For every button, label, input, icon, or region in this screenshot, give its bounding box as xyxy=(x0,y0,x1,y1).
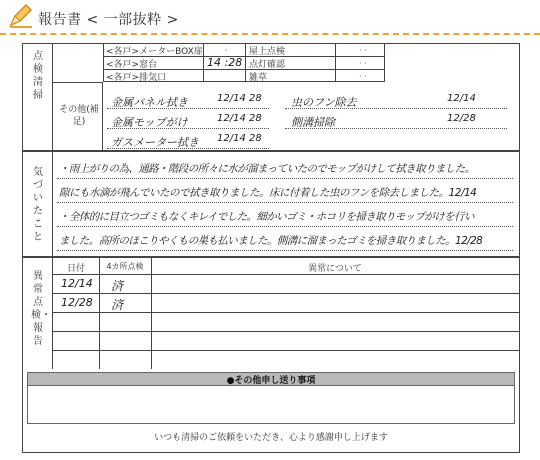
inspection-date: 12/14 xyxy=(61,277,93,290)
tick-mark: · xyxy=(225,46,228,55)
other-date: 12/14 28 xyxy=(217,113,262,124)
note-line: ・全体的に目立つゴミもなくキレイでした。細かいゴミ・ホコリを掃き取りモップがけを行い xyxy=(59,211,474,223)
inspection-table xyxy=(53,258,519,369)
checklist-item: <各戸>メーターBOX扉 xyxy=(106,47,203,57)
notes-section-label: 気づいたこと xyxy=(33,167,43,243)
handover-title: ●その他申し送り事項 xyxy=(226,376,316,386)
dotted-line xyxy=(57,178,513,179)
column-header-check: 4カ所点検 xyxy=(106,262,144,271)
other-date: 12/14 28 xyxy=(217,133,262,144)
tick-mark: · · xyxy=(359,72,367,81)
other-task: 金属モップがけ xyxy=(111,116,188,129)
footer-message: いつも清掃のご依頼をいただき、心より感謝申し上げます xyxy=(154,433,388,443)
checklist-rows xyxy=(103,44,385,82)
other-task: ガスメーター拭き xyxy=(111,136,199,149)
other-task: 虫のフン除去 xyxy=(291,96,357,109)
tick-mark: · · xyxy=(359,46,367,55)
pencil-icon xyxy=(8,3,34,29)
inspection-section-label: 異常点検・報告 xyxy=(31,271,51,347)
other-task: 側溝掃除 xyxy=(291,116,335,129)
inspection-date: 12/28 xyxy=(61,296,93,309)
dotted-line xyxy=(57,202,513,203)
header-divider xyxy=(0,33,540,35)
checklist-item: 屋上点検 xyxy=(249,47,286,57)
report-sheet xyxy=(22,43,520,453)
header xyxy=(0,0,540,34)
dotted-line xyxy=(57,226,513,227)
tick-mark: · · xyxy=(359,59,367,68)
checklist-item: <各戸>排気口 xyxy=(106,73,167,83)
note-line: ました。高所のほこりやくもの巣も払いました。側溝に溜まったゴミを掃き取りました。12/28 xyxy=(59,235,483,247)
header-title: 報告書 < 一部抜粋 > xyxy=(38,12,179,28)
checklist-item: 雑草 xyxy=(249,73,268,83)
handover-body xyxy=(27,386,515,424)
other-label: その他(補足) xyxy=(59,105,99,127)
note-line: 隙にも水滴が飛んでいたので拭き取りました。床に付着した虫のフンを除去しました。12/14 xyxy=(59,187,477,199)
inspection-check: 済 xyxy=(111,279,124,293)
checklist-item: 点灯確認 xyxy=(249,60,286,70)
column-header-abnormal: 異常について xyxy=(308,264,362,274)
column-header-date: 日付 xyxy=(66,264,85,274)
inspection-check: 済 xyxy=(111,298,124,312)
other-date: 12/28 xyxy=(447,113,476,124)
other-date: 12/14 xyxy=(447,93,476,104)
checklist-item: <各戸>窓台 xyxy=(106,60,158,70)
other-task: 金属パネル拭き xyxy=(111,96,188,109)
note-line: ・雨上がりの為、通路・階段の所々に水が溜まっていたのでモップがけして拭き取りました。 xyxy=(59,163,475,175)
dotted-line xyxy=(57,250,513,251)
other-date: 12/14 28 xyxy=(217,93,262,104)
checklist-section-label: 点検清掃 xyxy=(33,51,43,101)
checklist-date: 14 :28 xyxy=(207,56,243,69)
